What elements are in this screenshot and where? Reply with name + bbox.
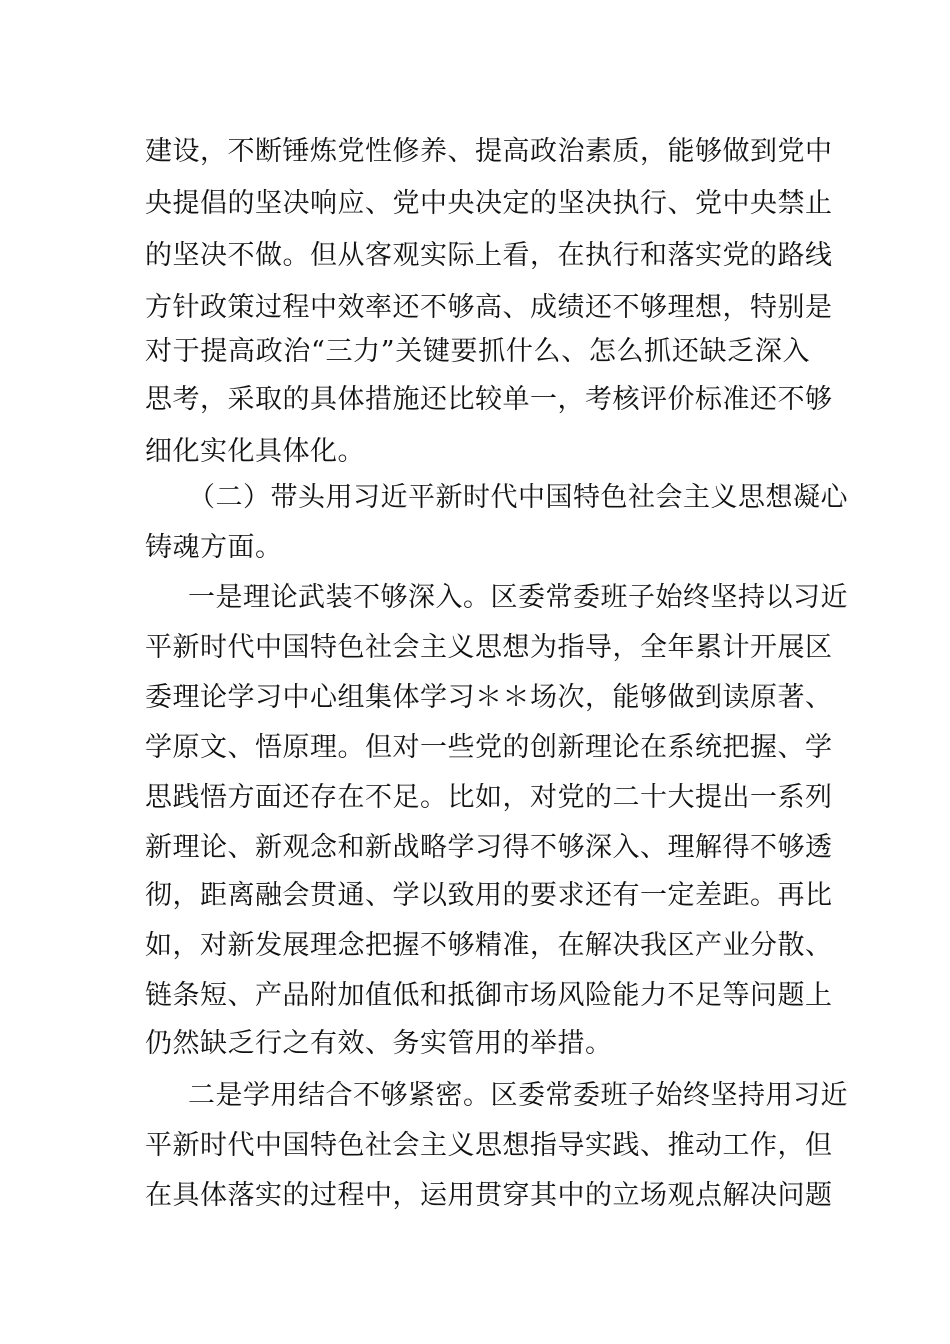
text-line-21: 平新时代中国特色社会主义思想指导实践、推动工作，但 [145, 1130, 833, 1161]
text-line-7: 细化实化具体化。 [145, 436, 365, 467]
text-line-10: 一是理论武装不够深入。区委常委班子始终坚持以习近 [188, 582, 848, 613]
text-line-5: 对于提高政治“三力”关键要抓什么、怎么抓还缺乏深入 [145, 336, 810, 367]
text-line-20: 二是学用结合不够紧密。区委常委班子始终坚持用习近 [188, 1080, 848, 1111]
text-line-3: 的坚决不做。但从客观实际上看，在执行和落实党的路线 [145, 240, 833, 271]
text-line-22: 在具体落实的过程中，运用贯穿其中的立场观点解决问题 [145, 1180, 833, 1211]
text-line-2: 央提倡的坚决响应、党中央决定的坚决执行、党中央禁止 [145, 188, 833, 219]
text-line-16: 彻，距离融会贯通、学以致用的要求还有一定差距。再比 [145, 880, 833, 911]
section-heading-line-1: （二）带头用习近平新时代中国特色社会主义思想凝心 [188, 482, 848, 513]
section-heading-line-2: 铸魂方面。 [145, 532, 283, 563]
text-line-14: 思践悟方面还存在不足。比如，对党的二十大提出一系列 [145, 782, 833, 813]
text-line-4: 方针政策过程中效率还不够高、成绩还不够理想，特别是 [145, 292, 833, 323]
text-line-1: 建设，不断锤炼党性修养、提高政治素质，能够做到党中 [145, 136, 833, 167]
text-line-13: 学原文、悟原理。但对一些党的创新理论在系统把握、学 [145, 732, 833, 763]
text-line-18: 链条短、产品附加值低和抵御市场风险能力不足等问题上 [145, 980, 833, 1011]
text-line-11: 平新时代中国特色社会主义思想为指导，全年累计开展区 [145, 632, 833, 663]
text-line-17: 如，对新发展理念把握不够精准，在解决我区产业分散、 [145, 930, 833, 961]
text-line-12: 委理论学习中心组集体学习＊＊场次，能够做到读原著、 [145, 682, 833, 713]
text-line-19: 仍然缺乏行之有效、务实管用的举措。 [145, 1028, 613, 1059]
text-line-6: 思考，采取的具体措施还比较单一，考核评价标准还不够 [145, 384, 833, 415]
text-line-15: 新理论、新观念和新战略学习得不够深入、理解得不够透 [145, 832, 833, 863]
